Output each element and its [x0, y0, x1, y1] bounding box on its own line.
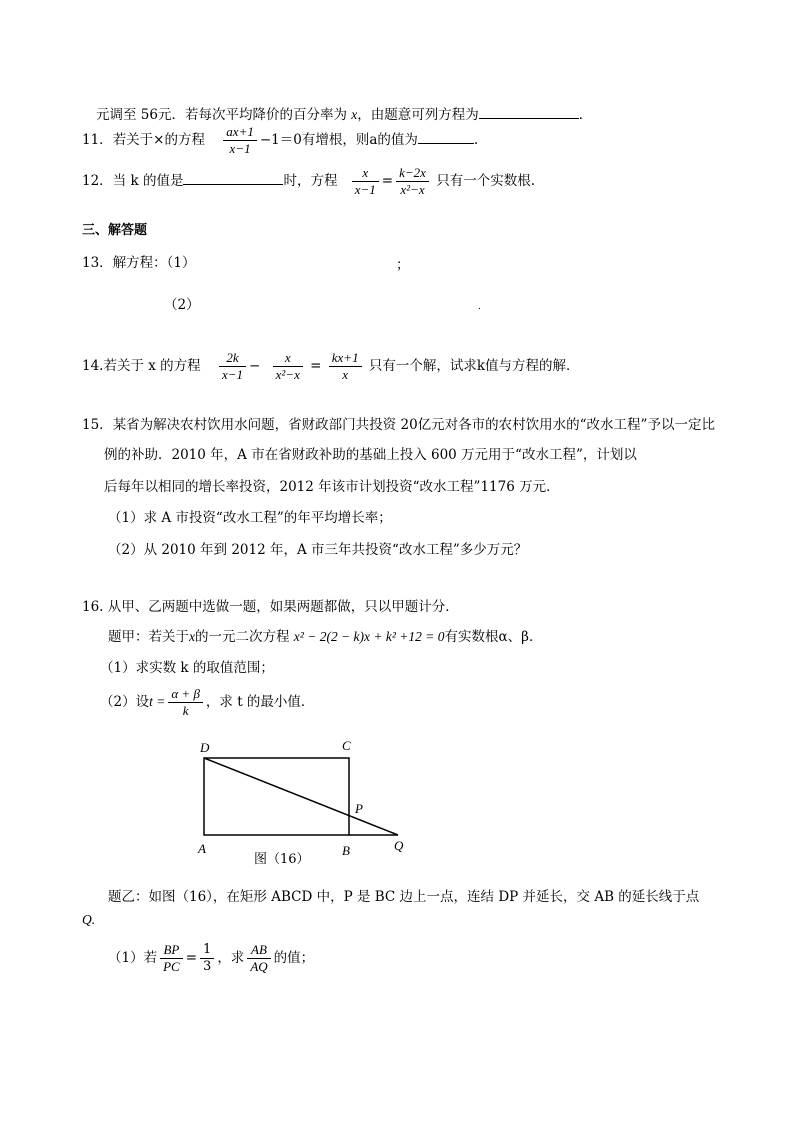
- q14-fraction-3: $\frac{kx+1}{x}$: [329, 350, 362, 383]
- q10-end: ．: [578, 107, 593, 123]
- q13-number: 13．: [82, 255, 113, 271]
- q15-sub-1: （1）求 A 市投资“改水工程”的年平均增长率；: [108, 510, 392, 526]
- label-a: A: [198, 841, 206, 856]
- q16-yi-fraction-2: $\frac{1}{3}$: [200, 942, 214, 975]
- rectangle-abcd: [204, 758, 349, 835]
- q16-jia: 题甲：若关于x的一元二次方程 x² − 2(2 − k)x + k² +12 = 0有实数根α、β．: [108, 629, 543, 645]
- q16-fraction: $\frac{\alpha + \beta}{k}$: [168, 686, 203, 719]
- q12-fraction-1: $\frac{x}{x-1}$: [352, 165, 379, 198]
- q12-text: 当 k 的值是: [112, 173, 184, 189]
- q13-part2: （2）: [164, 297, 200, 313]
- q16-line: 16. 从甲、乙两题中选做一题，如果两题都做，只以甲题计分．: [82, 599, 459, 615]
- q16-yi-fraction-3: $\frac{AB}{AQ}$: [247, 942, 270, 975]
- q15-sub-2: （2）从 2010 年到 2012 年，A 市三年共投资“改水工程”多少万元？: [108, 542, 528, 558]
- label-q: Q: [394, 838, 404, 853]
- q12-number: 12．: [82, 173, 113, 189]
- q10-text: 元调至 56元．若每次平均降价的百分率为: [96, 107, 347, 123]
- q11-fraction: $\frac{ax+1}{x-1}$: [223, 124, 257, 157]
- q16-yi-line-1: 题乙：如图（16），在矩形 ABCD 中，P 是 BC 边上一点，连结 DP 并延长，交 AB 的延长线于点: [108, 889, 700, 905]
- q14-number: 14.: [82, 358, 104, 374]
- q13-semicolon: ；: [396, 257, 410, 273]
- q15-line-1: 15．某省为解决农村饮用水问题，省财政部门共投资 20亿元对各市的农村饮用水的“改水工程”予以一定比: [82, 417, 715, 433]
- q14-text: 若关于 x 的方程: [103, 358, 201, 374]
- q13-dot: .: [478, 302, 481, 312]
- q11-line: 11．若关于×的方程 $\frac{ax+1}{x-1}$ −1＝0有增根，则a的值为 .: [82, 124, 479, 156]
- q16-equation: x² − 2(2 − k)x + k² +12 = 0: [293, 629, 445, 644]
- q14-fraction-1: $\frac{2k}{x-1}$: [219, 350, 246, 383]
- q16-number: 16.: [82, 599, 104, 615]
- q16-jia-sub-1: （1）求实数 k 的取值范围；: [100, 660, 274, 676]
- label-d: D: [200, 740, 210, 755]
- label-c: C: [342, 738, 351, 753]
- segment-dq: [204, 758, 398, 835]
- q11-number: 11．: [82, 132, 113, 148]
- figure-caption: 图（16）: [254, 852, 310, 867]
- label-p: P: [355, 801, 363, 816]
- section-title: 三、解答题: [82, 223, 148, 238]
- q11-rest: −1＝0有增根，则a的值为: [259, 132, 418, 148]
- q15-number: 15．: [82, 417, 113, 433]
- label-b: B: [342, 843, 350, 858]
- q10-mid: ，由题意可列方程为: [357, 107, 479, 123]
- q10-var: x: [351, 107, 358, 122]
- q13-text: 解方程：（1）: [112, 255, 196, 271]
- q16-jia-sub-2: （2）设t = $\frac{\alpha + \beta}{k}$ ，求 t 的最小值．: [100, 686, 315, 718]
- q12-line: 12．当 k 的值是 时，方程 $\frac{x}{x-1}$ = $\frac{k-2x}{\text{x²−x}}$ 只有一个实数根.: [82, 165, 536, 197]
- q11-text: 若关于×的方程: [112, 132, 205, 148]
- q12-fraction-2: $\frac{k-2x}{\text{x²−x}}$: [396, 165, 429, 198]
- q15-line-3: 后每年以相同的增长率投资，2012 年该市计划投资“改水工程”1176 万元．: [104, 479, 560, 495]
- q16-yi-fraction-1: $\frac{BP}{PC}$: [160, 942, 183, 975]
- q14-line: 14.若关于 x 的方程 $\frac{2k}{x-1}$ − $\frac{x}{\text{x²−x}}$ = $\frac{kx+1}{x}$ 只有一个解，试求k值与方程的解．: [82, 350, 580, 382]
- q16-yi-line-2: Q.: [82, 912, 96, 927]
- q16-yi-sub-1: （1）若 $\frac{BP}{PC}$ = $\frac{1}{3}$ ，求 $\frac{AB}{AQ}$ 的值；: [108, 942, 315, 974]
- q14-fraction-2: $\frac{x}{\text{x²−x}}$: [273, 350, 303, 383]
- q15-line-2: 例的补助．2010 年，A 市在省财政补助的基础上投入 600 万元用于“改水工程”，计划以: [104, 447, 637, 463]
